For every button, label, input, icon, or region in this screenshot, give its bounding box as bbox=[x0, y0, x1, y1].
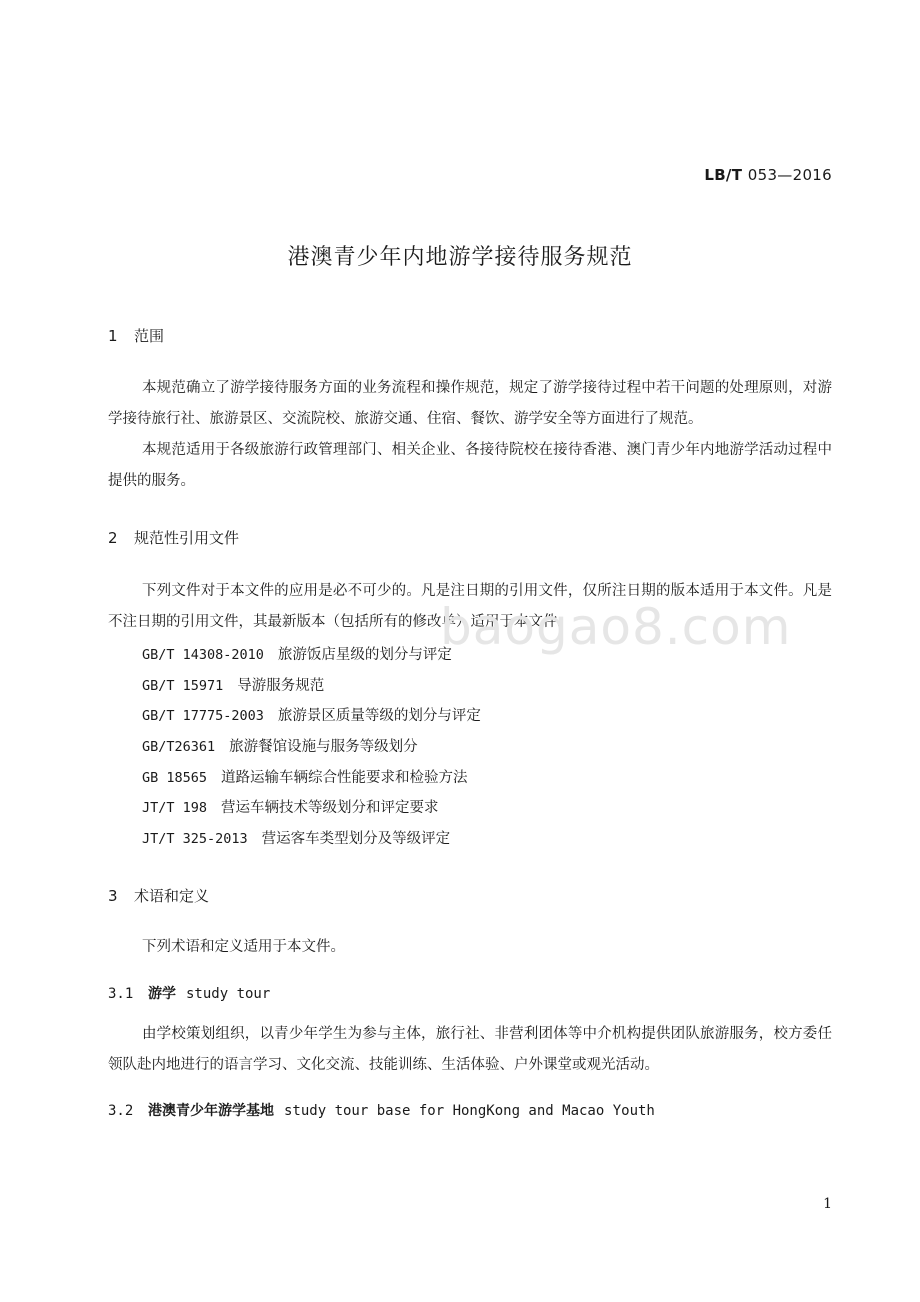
term-3-1-definition: 由学校策划组织，以青少年学生为参与主体，旅行社、非营利团体等中介机构提供团队旅游服务，校方委任领队赴内地进行的语言学习、文化交流、技能训练、生活体验、户外课堂或观光活动。 bbox=[108, 1026, 832, 1073]
term-number: 3.2 bbox=[108, 1103, 134, 1119]
reference-item bbox=[142, 824, 481, 855]
standard-code bbox=[704, 166, 832, 184]
reference-name: 导游服务规范 bbox=[237, 677, 325, 694]
reference-item bbox=[142, 793, 481, 824]
reference-code: GB/T 17775-2003 bbox=[142, 708, 264, 725]
section-1-heading bbox=[108, 325, 164, 346]
term-english: study tour base for HongKong and Macao Youth bbox=[284, 1103, 655, 1119]
reference-name: 旅游景区质量等级的划分与评定 bbox=[277, 708, 481, 725]
reference-item bbox=[142, 701, 481, 732]
reference-name: 旅游餐馆设施与服务等级划分 bbox=[229, 739, 418, 756]
reference-name: 旅游饭店星级的划分与评定 bbox=[277, 647, 452, 663]
normative-references-list bbox=[142, 640, 481, 855]
section-1-paragraph-1: 本规范确立了游学接待服务方面的业务流程和操作规范，规定了游学接待过程中若干问题的处理原则，对游学接待旅行社、旅游景区、交流院校、旅游交通、住宿、餐饮、游学安全等方面进行了规范。 bbox=[108, 380, 832, 427]
reference-code: GB/T 14308-2010 bbox=[142, 647, 264, 663]
reference-name: 道路运输车辆综合性能要求和检验方法 bbox=[221, 769, 468, 786]
reference-code: JT/T 325-2013 bbox=[142, 831, 248, 848]
standard-prefix: LB/T bbox=[704, 166, 743, 184]
section-number: 2 bbox=[108, 529, 118, 547]
reference-code: JT/T 198 bbox=[142, 800, 208, 817]
section-1-paragraph-2: 本规范适用于各级旅游行政管理部门、相关企业、各接待院校在接待香港、澳门青少年内地游学活动过程中提供的服务。 bbox=[108, 442, 832, 489]
section-title: 范围 bbox=[134, 327, 165, 345]
reference-item bbox=[142, 640, 481, 671]
section-number: 3 bbox=[108, 887, 118, 905]
section-number: 1 bbox=[108, 327, 118, 345]
reference-item bbox=[142, 732, 481, 763]
term-english: study tour bbox=[186, 986, 271, 1002]
reference-name: 营运车辆技术等级划分和评定要求 bbox=[221, 800, 439, 817]
section-2-paragraph-1: 下列文件对于本文件的应用是必不可少的。凡是注日期的引用文件，仅所注日期的版本适用于本文件。凡是不注日期的引用文件，其最新版本（包括所有的修改单）适用于本文件。 bbox=[108, 583, 832, 630]
section-3-heading bbox=[108, 885, 209, 906]
reference-name: 营运客车类型划分及等级评定 bbox=[261, 831, 451, 848]
section-2-heading bbox=[108, 527, 239, 548]
section-title: 术语和定义 bbox=[134, 887, 210, 905]
section-3-paragraph-1: 下列术语和定义适用于本文件。 bbox=[142, 939, 345, 955]
reference-code: GB/T26361 bbox=[142, 739, 216, 756]
section-title: 规范性引用文件 bbox=[134, 529, 240, 547]
reference-code: GB/T 15971 bbox=[142, 677, 224, 694]
watermark: baogao8.com bbox=[440, 598, 792, 656]
reference-item bbox=[142, 763, 481, 794]
term-chinese: 游学 bbox=[148, 986, 176, 1002]
reference-code: GB 18565 bbox=[142, 769, 208, 786]
document-title: 港澳青少年内地游学接待服务规范 bbox=[287, 245, 633, 270]
page-number: 1 bbox=[823, 1196, 832, 1212]
standard-number: 053—2016 bbox=[747, 166, 832, 184]
term-3-1-heading bbox=[108, 983, 270, 1003]
term-3-2-heading bbox=[108, 1100, 655, 1120]
term-number: 3.1 bbox=[108, 986, 134, 1002]
term-chinese: 港澳青少年游学基地 bbox=[148, 1103, 274, 1119]
reference-item bbox=[142, 671, 481, 702]
